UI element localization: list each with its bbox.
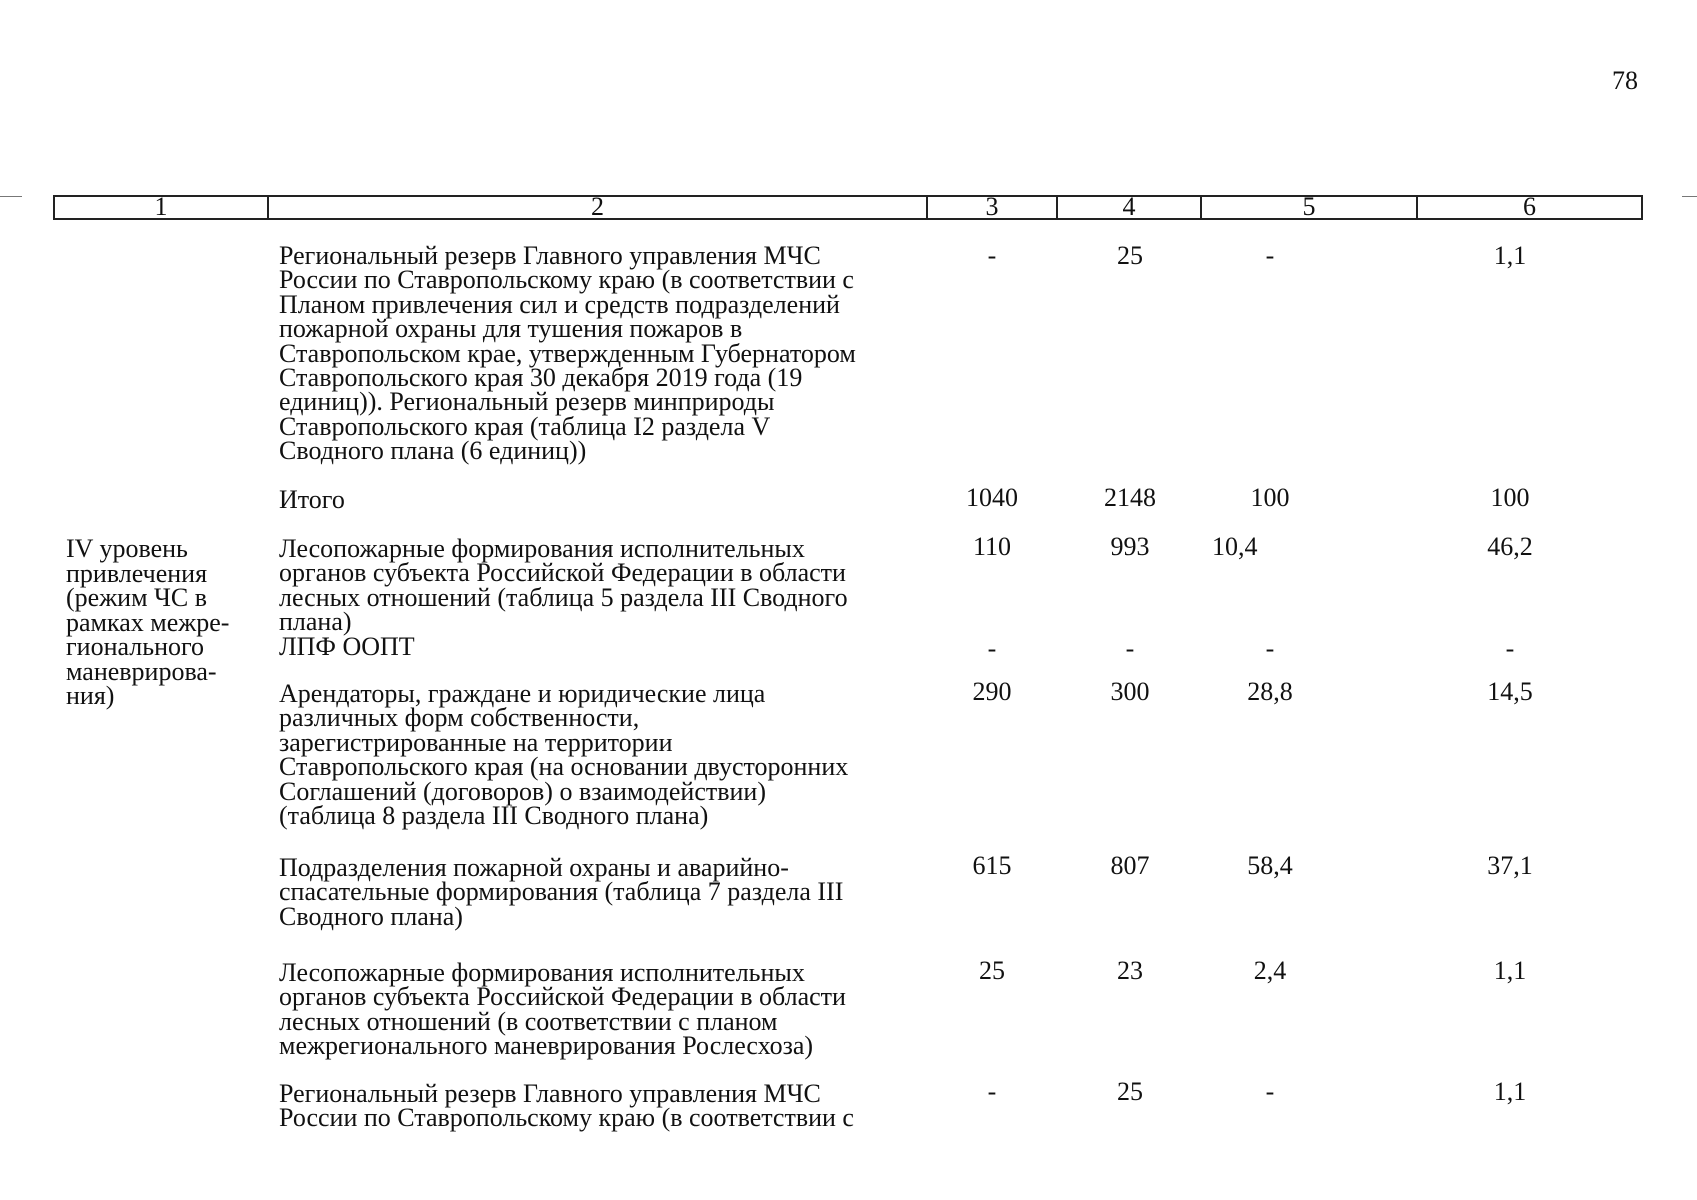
cell-col-4: 807 [1110,851,1150,880]
desc-line: лесных отношений (в соответствии с планом [279,1006,778,1036]
desc-line: лесных отношений (таблица 5 раздела III Сводного [279,582,848,612]
cell-col-4: 25 [1117,241,1143,270]
desc-line: Ставропольском крае, утвержденным Губернатором [279,338,856,368]
row-description [279,241,939,466]
scan-mark-right [1682,196,1697,197]
row-description [279,485,939,514]
level-label-line: ния) [66,681,115,710]
table-header-row [53,195,1643,220]
desc-line: Ставропольского края (таблица I2 раздела V [279,411,771,441]
row-description [279,632,939,661]
desc-line: Сводного плана) [279,901,463,931]
cell-col-4: 23 [1117,956,1143,985]
level-label-line: IV уровень [66,534,188,563]
desc-line: Сводного плана (6 единиц)) [279,436,587,466]
cell-col-5: 28,8 [1247,677,1293,706]
desc-line: зарегистрированные на территории [279,727,673,757]
desc-line: органов субъекта Российской Федерации в области [279,558,846,588]
cell-col-3: 290 [972,677,1012,706]
desc-line: России по Ставропольскому краю (в соответствии с [279,265,854,295]
row-description [279,534,939,637]
cell-col-4: 25 [1117,1077,1143,1106]
level-label [66,534,266,710]
desc-line: ЛПФ ООПТ [279,632,415,661]
header-col-6: 6 [1523,197,1536,218]
cell-col-3: - [987,634,997,663]
cell-col-5: 58,4 [1247,851,1293,880]
desc-line: Итого [279,485,345,514]
row-description [279,958,939,1061]
desc-line: Региональный резерв Главного управления МЧС [279,1079,821,1108]
header-col-2: 2 [269,197,928,218]
desc-line: Лесопожарные формирования исполнительных [279,958,805,987]
cell-col-6: 1,1 [1493,1077,1527,1106]
desc-line: Ставропольского края 30 декабря 2019 года (19 [279,363,803,393]
level-label-line: (режим ЧС в [66,583,208,612]
desc-line: Ставропольского края (на основании двусторонних [279,752,849,782]
desc-line: межрегионального маневрирования Рослесхоза) [279,1031,814,1061]
header-col-1: 1 [55,197,269,218]
cell-col-4: 300 [1110,677,1150,706]
level-label-line: рамках межре- [66,607,230,637]
cell-col-3: - [987,1077,997,1106]
header-col-5: 5 [1202,197,1418,218]
cell-col-5: - [1265,241,1275,270]
level-label-line: маневрирова- [66,656,217,686]
level-label-line: гионального [66,632,205,661]
cell-col-5: 2,4 [1253,956,1287,985]
cell-col-6: 1,1 [1493,956,1527,985]
cell-col-6: 1,1 [1493,241,1527,270]
cell-col-6: 100 [1490,483,1530,512]
desc-line: Планом привлечения сил и средств подразделений [279,289,840,319]
row-description [279,679,939,831]
cell-col-4: 2148 [1104,483,1156,512]
cell-col-5: 100 [1250,483,1290,512]
cell-col-3: 615 [972,851,1012,880]
desc-line: плана) [279,607,352,637]
header-col-3: 3 [928,197,1058,218]
desc-line: спасательные формирования (таблица 7 раздела III [279,877,844,907]
cell-col-3: - [987,241,997,270]
desc-line: Арендаторы, граждане и юридические лица [279,679,766,708]
cell-col-3: 25 [979,956,1005,985]
cell-col-4: - [1125,634,1135,663]
cell-col-5: - [1265,634,1275,663]
header-col-4: 4 [1058,197,1202,218]
row-description [279,1079,939,1133]
row-description [279,853,939,931]
cell-col-3: 1040 [966,483,1018,512]
cell-col-6: 14,5 [1487,677,1533,706]
cell-col-4: 993 [1110,532,1150,561]
desc-line: Соглашений (договоров) о взаимодействии) [279,776,766,806]
cell-col-3: 110 [972,532,1012,561]
cell-col-6: - [1505,634,1515,663]
cell-col-6: 37,1 [1487,851,1533,880]
desc-line: различных форм собственности, [279,703,640,733]
scan-mark-left [0,196,22,197]
level-label-line: привлечения [66,558,208,588]
cell-col-6: 46,2 [1487,532,1533,561]
desc-line: (таблица 8 раздела III Сводного плана) [279,801,709,831]
page-number: 78 [1612,66,1638,95]
desc-line: единиц)). Региональный резерв минприроды [279,387,775,417]
desc-line: Региональный резерв Главного управления МЧС [279,241,821,270]
cell-col-5: - [1265,1077,1275,1106]
desc-line: Подразделения пожарной охраны и аварийно- [279,853,789,882]
cell-col-5: 10,4 [1212,532,1258,561]
desc-line: России по Ставропольскому краю (в соответствии с [279,1103,854,1133]
desc-line: пожарной охраны для тушения пожаров в [279,314,743,344]
desc-line: органов субъекта Российской Федерации в области [279,982,846,1012]
desc-line: Лесопожарные формирования исполнительных [279,534,805,563]
